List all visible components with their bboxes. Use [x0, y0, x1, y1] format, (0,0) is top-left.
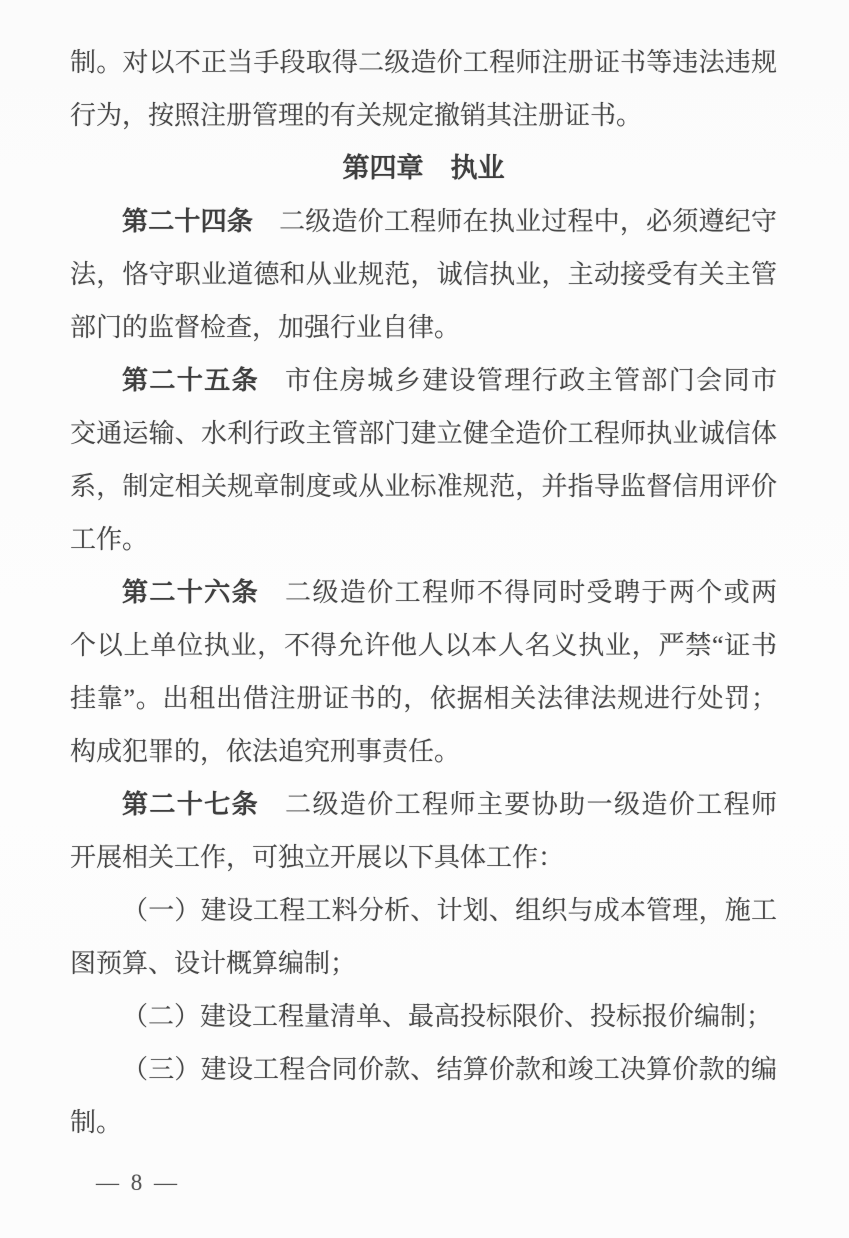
article-opening-line [70, 195, 777, 248]
text-line: 制。对以不正当手段取得二级造价工程师注册证书等违法违规 [70, 48, 777, 77]
chapter-heading: 第四章 执业 [342, 153, 505, 183]
text-line: 挂靠”。出租出借注册证书的，依据相关法律法规进行处罚； [70, 684, 777, 713]
article-opening-line [70, 354, 777, 407]
article-number: 第二十五条 [122, 366, 260, 395]
text-line: 交通运输、水利行政主管部门建立健全造价工程师执业诚信体 [70, 419, 777, 448]
text-line: 开展相关工作，可独立开展以下具体工作： [70, 843, 565, 872]
page-number: — 8 — [96, 1170, 180, 1195]
article-number: 第二十六条 [122, 578, 260, 607]
article-opening-line [70, 566, 777, 619]
article-text: 二级造价工程师不得同时受聘于两个或两 [285, 578, 777, 607]
article-text: 二级造价工程师主要协助一级造价工程师 [285, 790, 777, 819]
text-line: 构成犯罪的，依法追究刑事责任。 [70, 737, 461, 766]
article-opening-line [70, 778, 777, 831]
article-text: 二级造价工程师在执业过程中，必须遵纪守 [279, 207, 777, 236]
text-line: 工作。 [70, 525, 149, 554]
article-number: 第二十七条 [122, 790, 260, 819]
article-text: 市住房城乡建设管理行政主管部门会同市 [285, 366, 777, 395]
document-content [70, 36, 777, 1149]
text-line: 法，恪守职业道德和从业规范，诚信执业，主动接受有关主管 [70, 260, 777, 289]
text-line: 个以上单位执业，不得允许他人以本人名义执业，严禁“证书 [70, 631, 777, 660]
article-number: 第二十四条 [122, 207, 254, 236]
list-item-line: （一）建设工程工料分析、计划、组织与成本管理，施工 [122, 896, 777, 925]
text-line: 行为，按照注册管理的有关规定撤销其注册证书。 [70, 101, 643, 130]
text-line: 系，制定相关规章制度或从业标准规范，并指导监督信用评价 [70, 472, 777, 501]
list-item-line: （二）建设工程量清单、最高投标限价、投标报价编制； [122, 1002, 773, 1031]
list-item-line: （三）建设工程合同价款、结算价款和竣工决算价款的编 [122, 1055, 777, 1084]
text-line: 图预算、设计概算编制； [70, 949, 357, 978]
text-line: 部门的监督检查，加强行业自律。 [70, 313, 461, 342]
text-line: 制。 [70, 1108, 123, 1137]
